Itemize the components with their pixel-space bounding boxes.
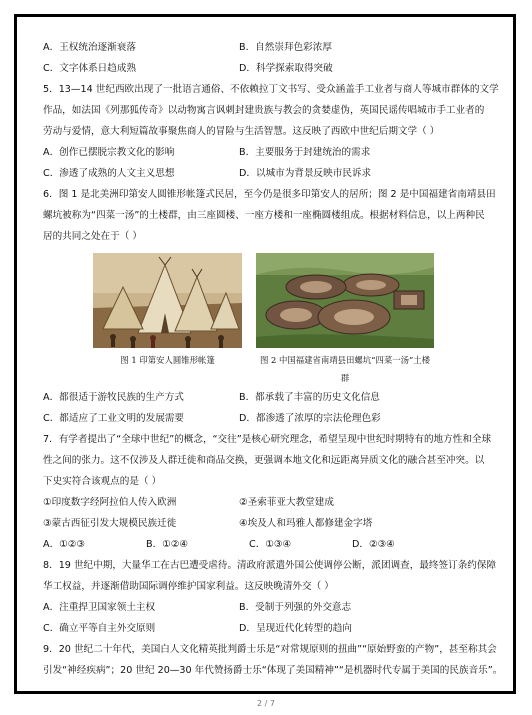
q4-option-c: C．文字体系日趋成熟 (43, 63, 137, 74)
q7-option-b: B．①②④ (146, 539, 188, 550)
q9-stem-line-1: 9．20 世纪二十年代，美国白人文化精英批判爵士乐是“对常规原则的扭曲”“原始野蛮的产物”，甚至称其会 (43, 644, 497, 655)
q8-options-row-1 (43, 597, 503, 618)
q5-stem-line-3: 劳动与爱情，意大利短篇故事聚焦商人的冒险与生活智慧。这反映了西欧中世纪后期文学（ ） (43, 126, 440, 137)
q8-option-c: C．确立平等自主外交原则 (43, 623, 156, 634)
figure-2-caption: 图 2 中国福建省南靖县田螺坑“四菜一汤”土楼群 (260, 355, 430, 383)
q7-items-row-2 (43, 513, 503, 534)
q4-option-d: D．科学探索取得突破 (239, 63, 333, 74)
q6-option-c: C．都适应了工业文明的发展需要 (43, 413, 185, 424)
q5-option-c: C．渗透了成熟的人文主义思想 (43, 168, 175, 179)
q4-options-row-1 (43, 37, 503, 58)
q8-option-d: D．呈现近代化转型的趋向 (239, 623, 352, 634)
q4-option-b: B．自然崇拜色彩浓厚 (239, 42, 332, 53)
q8-stem-line-2: 华工权益，并逐渐借助国际调停维护国家利益。这反映晚清外交（ ） (43, 581, 334, 592)
q7-stem-line-2: 性之间的张力。这不仅涉及人群迁徙和商品交换，更强调本地文化和远距离异质文化的融合甚至冲突。以 (43, 455, 485, 466)
q8-options-row-2 (43, 618, 503, 639)
q5-option-a: A．创作已摆脱宗教文化的影响 (43, 147, 175, 158)
q7-option-d: D．②③④ (352, 539, 395, 550)
q7-item-4: ④埃及人和玛雅人都修建金字塔 (239, 518, 373, 529)
q6-option-d: D．都渗透了浓厚的宗法伦理色彩 (239, 413, 381, 424)
q8-option-b: B．受制于列强的外交意志 (239, 602, 352, 613)
q5-option-d: D．以城市为背景反映市民诉求 (239, 168, 372, 179)
q4-option-a: A．王权统治逐渐衰落 (43, 42, 136, 53)
q5-options-row-2 (43, 163, 503, 184)
q7-item-2: ②圣索菲亚大教堂建成 (239, 497, 334, 508)
q7-option-c: C．①③④ (249, 539, 292, 550)
q4-options-row-2 (43, 58, 503, 79)
q6-options-row-1 (43, 387, 503, 408)
q5-options-row-1 (43, 142, 503, 163)
q6-option-a: A．都很适于游牧民族的生产方式 (43, 392, 184, 403)
q5-stem-line-1: 5．13—14 世纪西欧出现了一批语言通俗、不依赖拉丁文书写、受众涵盖手工业者与商人等城市群体的文学 (43, 84, 499, 95)
q7-stem-line-3: 下史实符合该观点的是（ ） (43, 476, 162, 487)
q5-option-b: B．主要服务于封建统治的需求 (239, 147, 371, 158)
q6-stem-line-3: 居的共同之处在于（ ） (43, 231, 142, 242)
q8-stem-line-1: 8．19 世纪中期，大量华工在古巴遭受虐待。清政府派遣外国公使调停公断，派团调查，最终签订条约保障 (43, 560, 497, 571)
tipi-illustration (93, 253, 242, 348)
q7-options-row (43, 534, 503, 555)
q9-stem-line-2: 引发“神经疾病”；20 世纪 20—30 年代赞扬爵士乐“体现了美国精神”“是机器时代专属于美国的民族音乐”。 (43, 665, 503, 676)
page-content (43, 37, 503, 681)
q6-stem-line-2: 螺坑被称为“四菜一汤”的土楼群，由三座圆楼、一座方楼和一座椭圆楼组成。根据材料信息，以上两种民 (43, 210, 485, 221)
q7-item-3: ③蒙古西征引发大规模民族迁徙 (43, 518, 177, 529)
q7-item-1: ①印度数字经阿拉伯人传入欧洲 (43, 497, 177, 508)
q6-captions (43, 351, 503, 387)
q7-stem-line-1: 7．有学者提出了“全球中世纪”的概念，“交往”是核心研究理念，希望呈现中世纪时期特有的地方性和全球 (43, 434, 492, 445)
q7-items-row-1 (43, 492, 503, 513)
q8-option-a: A．注重捍卫国家领土主权 (43, 602, 156, 613)
tulou-photo (256, 253, 434, 348)
q5-stem-line-2: 作品，如法国《列那狐传奇》以动物寓言讽刺封建贵族与教会的贪婪虚伪，英国民谣传唱城市手工业者的 (43, 105, 485, 116)
q7-option-a: A．①②③ (43, 539, 85, 550)
q6-option-b: B．都承载了丰富的历史文化信息 (239, 392, 380, 403)
figure-1-caption: 图 1 印第安人圆锥形帐篷 (120, 355, 215, 365)
q6-figures (43, 253, 503, 348)
page-number: 2 / 7 (257, 699, 275, 708)
document-page (14, 14, 516, 694)
q6-options-row-2 (43, 408, 503, 429)
q6-stem-line-1: 6．图 1 是北美洲印第安人圆锥形帐篷式民居，至今仍是很多印第安人的居所；图 2 是中国福建省南靖县田 (43, 189, 496, 200)
